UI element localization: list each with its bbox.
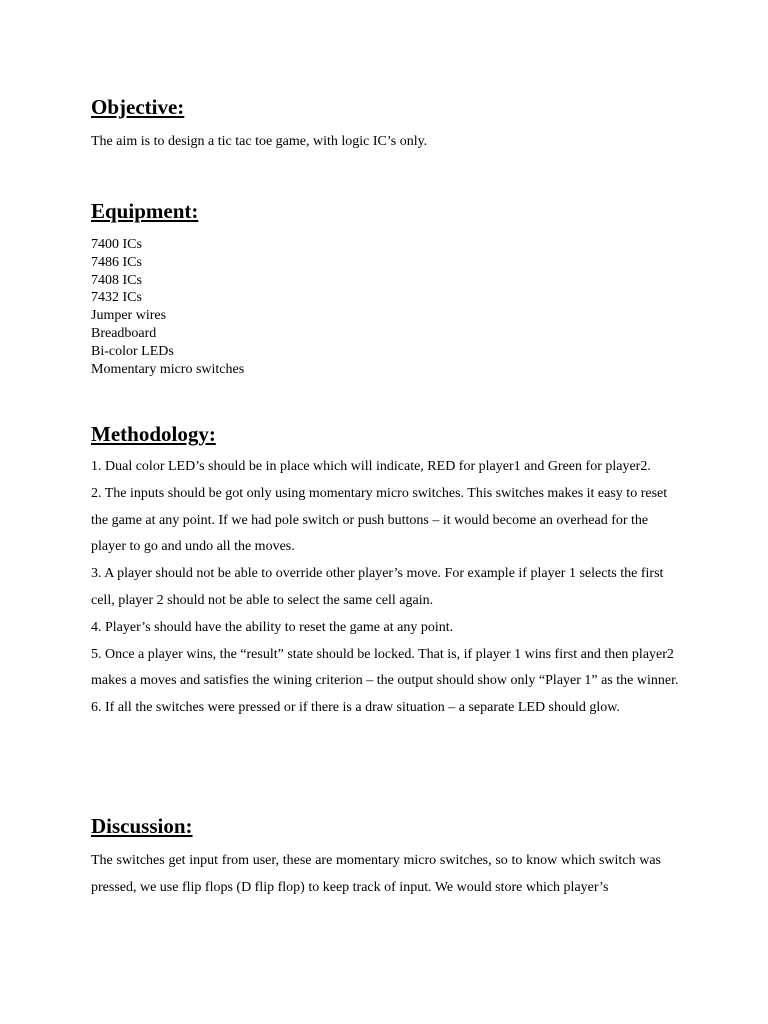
discussion-heading: Discussion: (91, 814, 193, 838)
list-item: 7432 ICs (91, 290, 142, 306)
methodology-heading: Methodology: (91, 422, 216, 446)
methodology-list (91, 454, 681, 722)
equipment-heading: Equipment: (91, 199, 199, 223)
discussion-text: The switches get input from user, these are momentary micro switches, so to know which switch was pressed, we use flip flops (D flip flop) to keep track of input. We would store which player’s (91, 853, 661, 895)
objective-heading: Objective: (91, 95, 185, 119)
list-item: 4. Player’s should have the ability to reset the game at any point. (91, 619, 454, 635)
list-item: Breadboard (91, 325, 157, 341)
list-item: 1. Dual color LED’s should be in place which will indicate, RED for player1 and Green for player2. (91, 459, 651, 474)
equipment-list (91, 236, 244, 378)
list-item: Momentary micro switches (91, 361, 245, 377)
list-item: 7408 ICs (91, 272, 142, 288)
list-item: Bi-color LEDs (91, 343, 174, 359)
list-item: Jumper wires (91, 308, 167, 324)
list-item: 7400 ICs (91, 237, 142, 252)
list-item: 5. Once a player wins, the “result” state should be locked. That is, if player 1 wins first and then player2 makes a moves and satisfies the wining criterion – the output should show only “Player 1” as the winner. (91, 646, 679, 689)
objective-text: The aim is to design a tic tac toe game, with logic IC’s only. (91, 134, 428, 149)
list-item: 2. The inputs should be got only using momentary micro switches. This switches makes it easy to reset the game at any point. If we had pole switch or push buttons – it would become an overhead for the player to go and undo all the moves. (91, 485, 668, 555)
list-item: 7486 ICs (91, 254, 142, 270)
list-item: 6. If all the switches were pressed or if there is a draw situation – a separate LED should glow. (91, 700, 620, 716)
list-item: 3. A player should not be able to override other player’s move. For example if player 1 selects the first cell, player 2 should not be able to select the same cell again. (91, 566, 664, 608)
